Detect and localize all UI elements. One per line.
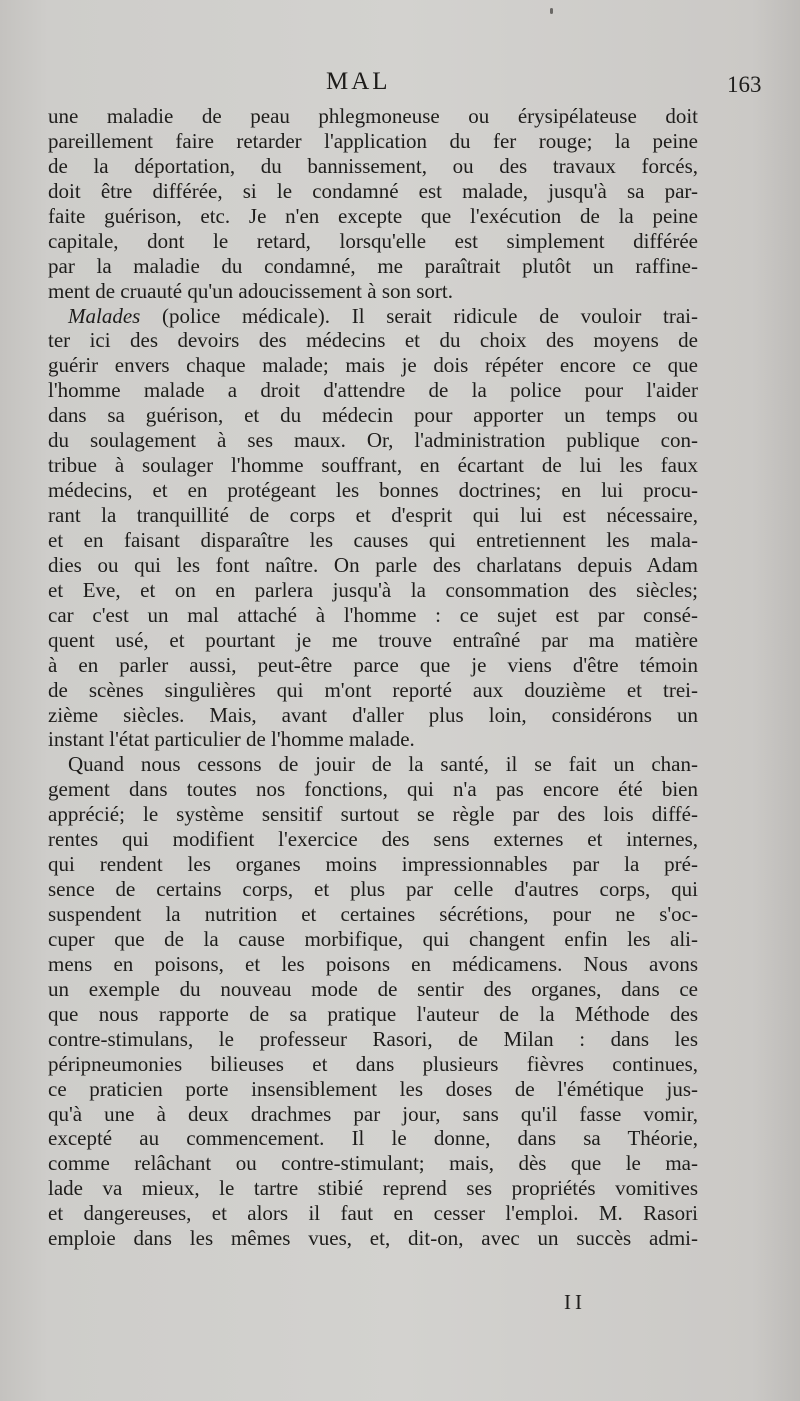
text-line: apprécié; le système sensitif surtout se règle par des lois diffé- [48,802,698,827]
text-line: sence de certains corps, et plus par celle d'autres corps, qui [48,877,698,902]
text-line: une maladie de peau phlegmoneuse ou érysipélateuse doit [48,104,698,128]
ink-speck [550,8,553,14]
text-line: que nous rapporte de sa pratique l'auteur de la Méthode des [48,1001,698,1026]
text-line: médecins, et en protégeant les bonnes doctrines; en lui procu- [48,478,698,503]
page-number: 163 [727,72,762,97]
text-line: car c'est un mal attaché à l'homme : ce sujet est par consé- [48,602,698,627]
text-line: zième siècles. Mais, avant d'aller plus loin, considérons un [48,702,698,727]
text-line: tribue à soulager l'homme souffrant, en écartant de lui les faux [48,453,698,478]
text-line: rant la tranquillité de corps et d'esprit qui lui est nécessaire, [48,503,698,527]
text-line: par la maladie du condamné, me paraîtrait plutôt un raffine- [48,253,698,278]
text-line: qui rendent les organes moins impressionnables par la pré- [48,852,698,877]
text-line: ce praticien porte insensiblement les doses de l'émétique jus- [48,1076,698,1101]
text-line: l'homme malade a droit d'attendre de la police pour l'aider [48,378,698,403]
page-header [0,68,800,104]
text-line: gement dans toutes nos fonctions, qui n'a pas encore été bien [48,777,698,802]
text-line: cuper que de la cause morbifique, qui changent enfin les ali- [48,926,698,951]
text-line: dans sa guérison, et du médecin pour apporter un temps ou [48,403,698,428]
text-line: et en faisant disparaître les causes qui entretiennent les mala- [48,527,698,552]
text-line: de la déportation, du bannissement, ou des travaux forcés, [48,153,698,178]
text-line: comme relâchant ou contre-stimulant; mais, dès que le ma- [48,1151,698,1176]
text-line: contre-stimulans, le professeur Rasori, de Milan : dans les [48,1026,698,1051]
text-line: ter ici des devoirs des médecins et du choix des moyens de [48,328,698,353]
text-line: rentes qui modifient l'exercice des sens externes et internes, [48,827,698,852]
text-line: Quand nous cessons de jouir de la santé, il se fait un chan- [68,752,698,777]
text-line: suspendent la nutrition et certaines sécrétions, pour ne s'oc- [48,902,698,926]
running-head: MAL [326,68,391,95]
text-line: et dangereuses, et alors il faut en cesser l'emploi. M. Rasori [48,1201,698,1226]
text-line: dies ou qui les font naître. On parle des charlatans depuis Adam [48,552,698,577]
text-line: et Eve, et on en parlera jusqu'à la consommation des siècles; [48,577,698,602]
text-line: quent usé, et pourtant je me trouve entraîné par ma matière [48,627,698,652]
text-line: excepté au commencement. Il le donne, dans sa Théorie, [48,1126,698,1151]
body-text [48,104,698,1251]
paragraph-3 [48,752,698,1251]
text-line: qu'à une à deux drachmes par jour, sans qu'il fasse vomir, [48,1101,698,1126]
paragraph-2 [48,304,698,753]
text-line: emploie dans les mêmes vues, et, dit-on, avec un succès admi- [48,1226,698,1251]
paragraph-1 [48,104,698,304]
text-line: péripneumonies bilieuses et dans plusieurs fièvres continues, [48,1051,698,1076]
text-line: un exemple du nouveau mode de sentir des organes, dans ce [48,976,698,1001]
text-line: mens en poisons, et les poisons en médicamens. Nous avons [48,951,698,976]
text-line: instant l'état particulier de l'homme malade. [48,727,415,752]
entry-title-continuation: (police médicale). Il serait ridicule de vouloir trai- [140,303,698,328]
text-line: doit être différée, si le condamné est malade, jusqu'à sa par- [48,178,698,203]
text-line: de scènes singulières qui m'ont reporté aux douzième et trei- [48,677,698,702]
text-line: faite guérison, etc. Je n'en excepte que l'exécution de la peine [48,203,698,228]
text-line: lade va mieux, le tartre stibié reprend ses propriétés vomitives [48,1176,698,1201]
entry-title: Malades [68,303,141,328]
text-line: capitale, dont le retard, lorsqu'elle est simplement différée [48,228,698,253]
text-line: ment de cruauté qu'un adoucissement à son sort. [48,278,454,303]
text-line [48,304,698,329]
signature-mark: II [564,1290,586,1314]
text-line: à en parler aussi, peut-être parce que je viens d'être témoin [48,652,698,677]
text-line: pareillement faire retarder l'application du fer rouge; la peine [48,128,698,153]
text-line: guérir envers chaque malade; mais je dois répéter encore ce que [48,353,698,378]
text-line: du soulagement à ses maux. Or, l'administration publique con- [48,428,698,453]
